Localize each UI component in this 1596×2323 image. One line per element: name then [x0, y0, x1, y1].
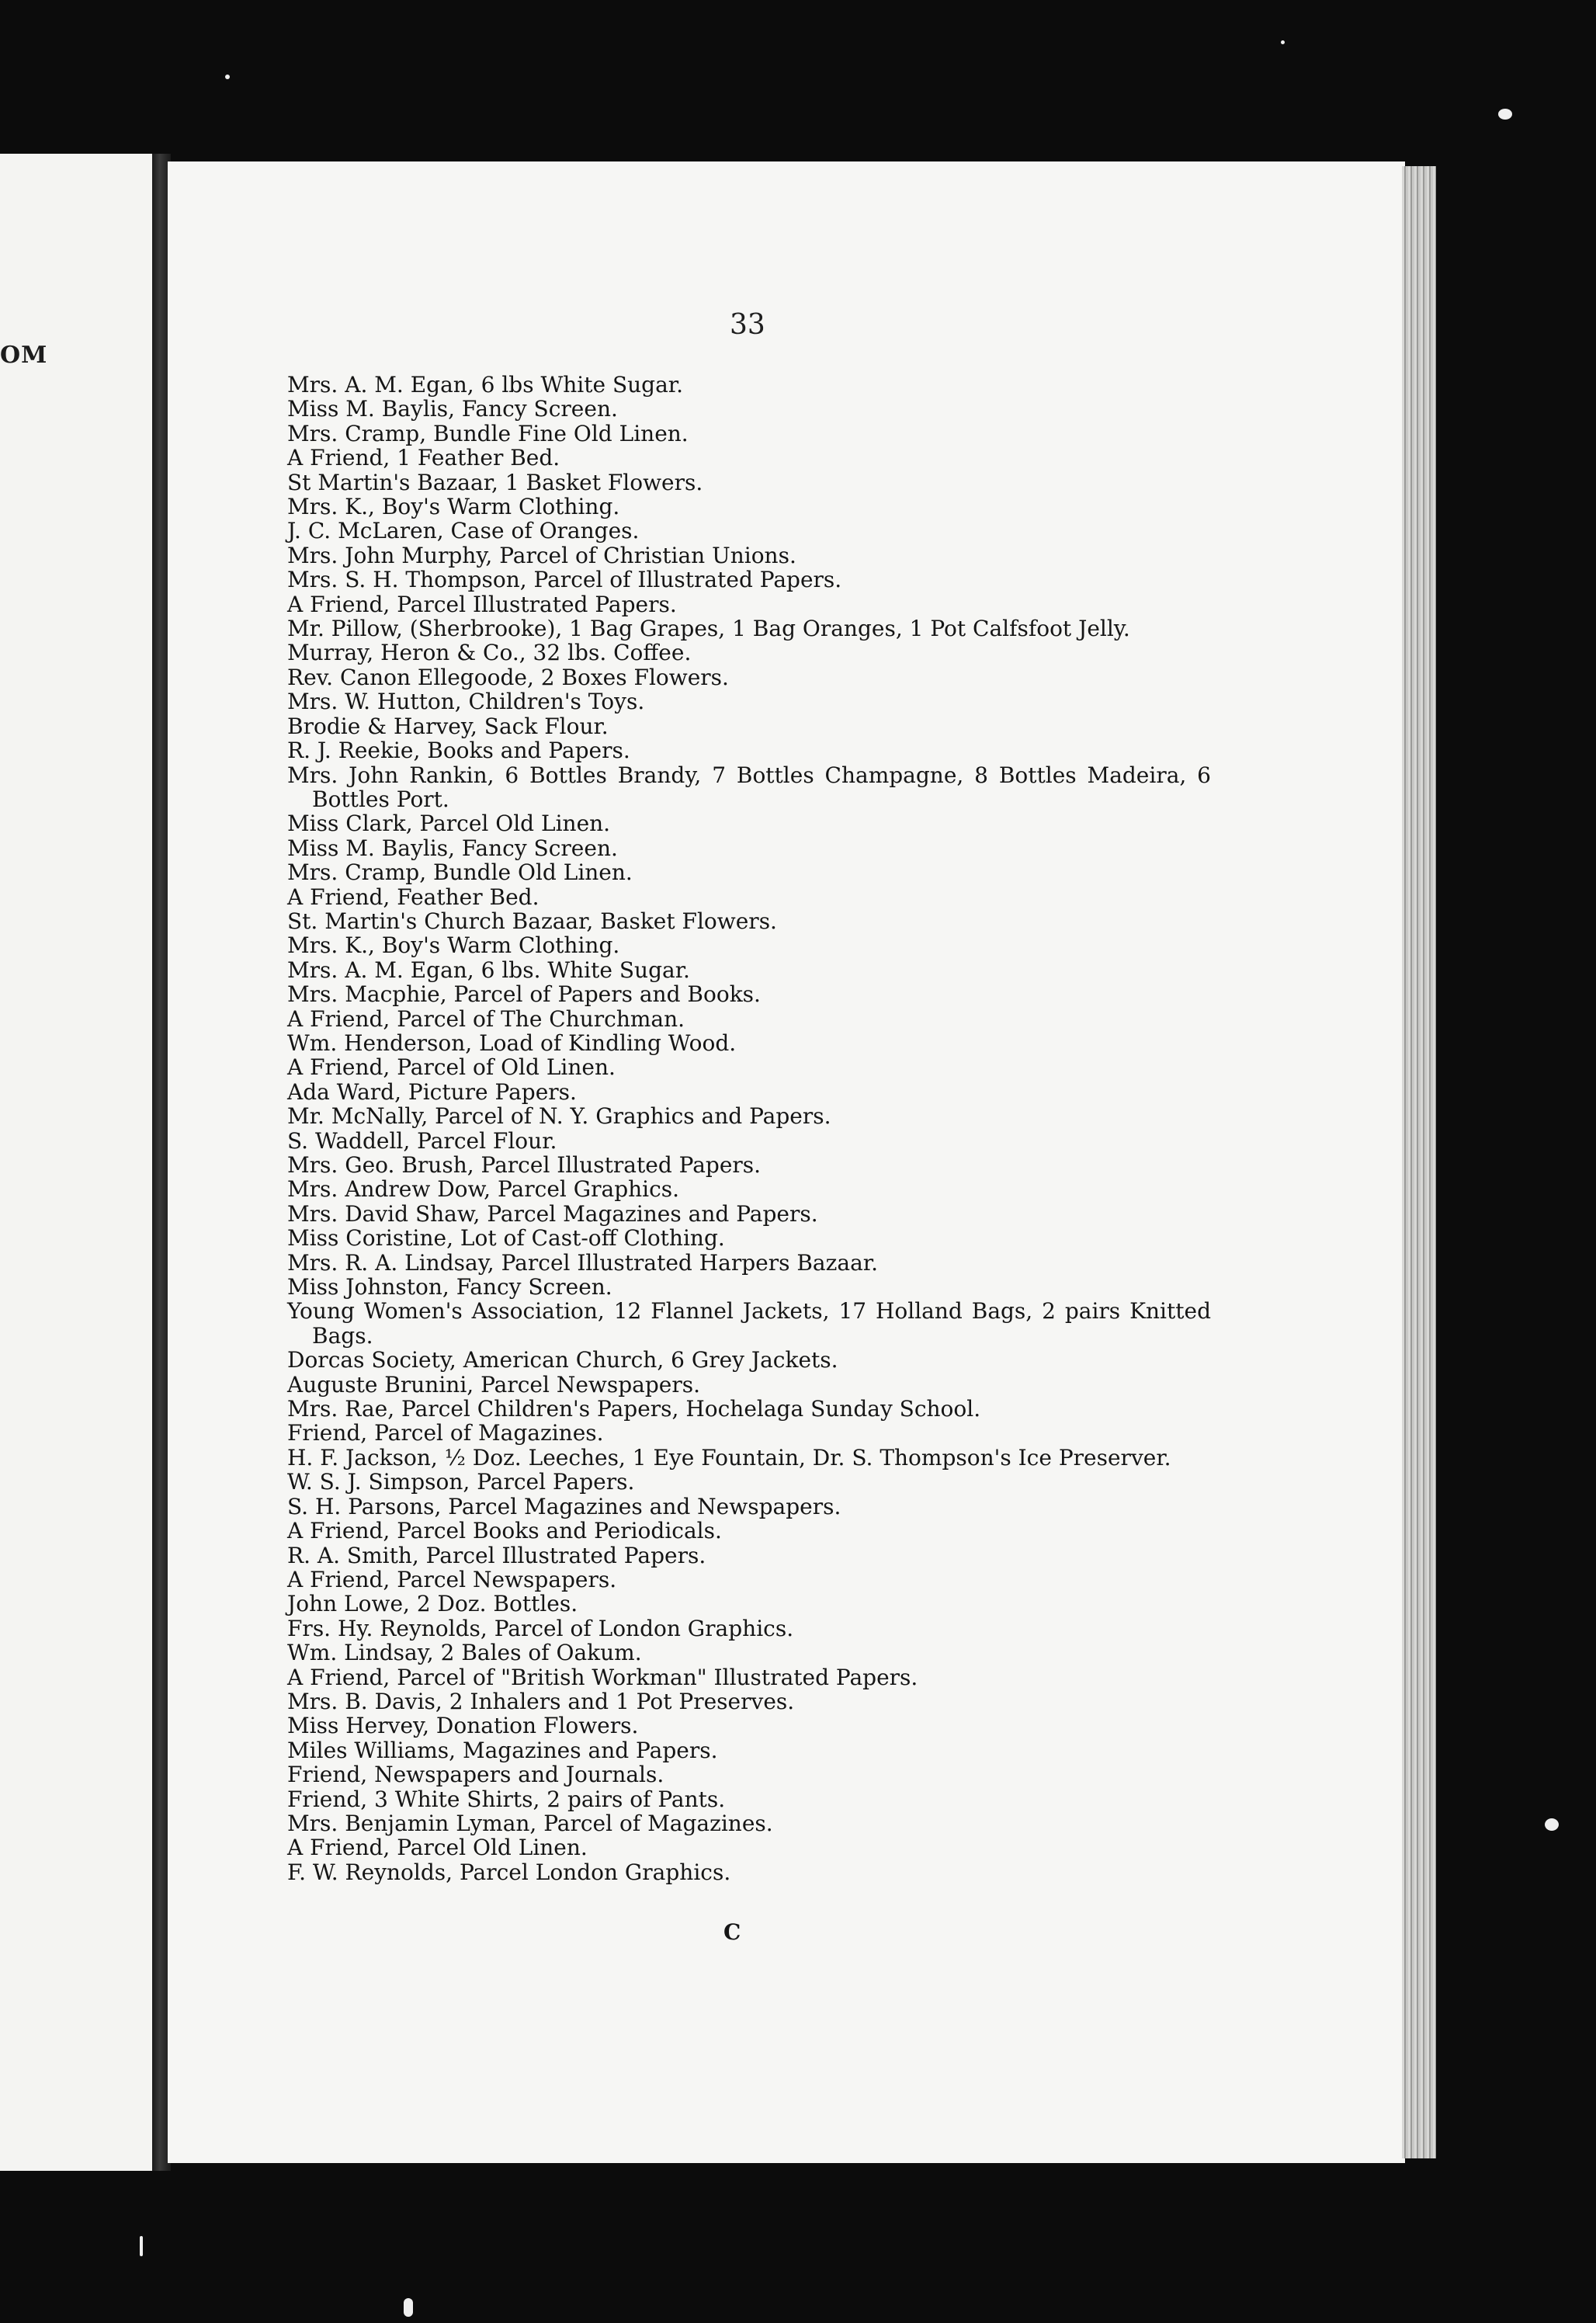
list-item: Miss M. Baylis, Fancy Screen.: [287, 835, 618, 861]
list-item: St Martin's Bazaar, 1 Basket Flowers.: [287, 469, 703, 495]
list-item: Dorcas Society, American Church, 6 Grey Jackets.: [287, 1347, 838, 1373]
list-item: Frs. Hy. Reynolds, Parcel of London Graphics.: [287, 1615, 794, 1641]
list-item: Mrs. Rae, Parcel Children's Papers, Hochelaga Sunday School.: [287, 1396, 981, 1422]
list-item: J. C. McLaren, Case of Oranges.: [287, 518, 640, 544]
left-page: [0, 154, 152, 2171]
list-item: Mrs. Andrew Dow, Parcel Graphics.: [287, 1176, 680, 1203]
list-item: Mrs. A. M. Egan, 6 lbs. White Sugar.: [287, 957, 690, 983]
list-item: Miles Williams, Magazines and Papers.: [287, 1737, 718, 1763]
list-item: Young Women's Association, 12 Flannel Jackets, 17 Holland Bags, 2 pairs Knitted Bags.: [287, 1298, 1211, 1349]
list-item: Mr. Pillow, (Sherbrooke), 1 Bag Grapes, 1 Bag Oranges, 1 Pot Calfsfoot Jelly.: [287, 616, 1130, 642]
list-item: Mrs. Cramp, Bundle Old Linen.: [287, 859, 633, 886]
list-item: Mrs. B. Davis, 2 Inhalers and 1 Pot Preserves.: [287, 1688, 795, 1714]
dust-speck: [1281, 40, 1285, 44]
list-item: W. S. J. Simpson, Parcel Papers.: [287, 1469, 635, 1495]
list-item: A Friend, Parcel of Old Linen.: [287, 1054, 616, 1081]
list-item: Miss Hervey, Donation Flowers.: [287, 1713, 639, 1739]
list-item: Mrs. R. A. Lindsay, Parcel Illustrated Harpers Bazaar.: [287, 1249, 878, 1276]
list-item: Wm. Lindsay, 2 Bales of Oakum.: [287, 1640, 642, 1666]
list-item: R. A. Smith, Parcel Illustrated Papers.: [287, 1542, 706, 1568]
list-item: A Friend, Parcel of The Churchman.: [287, 1005, 685, 1032]
list-item: Ada Ward, Picture Papers.: [287, 1078, 577, 1105]
list-item: F. W. Reynolds, Parcel London Graphics.: [287, 1859, 731, 1885]
dust-speck: [1498, 109, 1512, 120]
list-item: S. Waddell, Parcel Flour.: [287, 1127, 557, 1154]
list-item: A Friend, Parcel Newspapers.: [287, 1566, 617, 1592]
donation-list: [287, 373, 1211, 1884]
left-page-edge-text: OM: [0, 342, 48, 369]
list-item: Friend, 3 White Shirts, 2 pairs of Pants.: [287, 1786, 726, 1812]
list-item: Mrs. Cramp, Bundle Fine Old Linen.: [287, 420, 689, 446]
list-item: Auguste Brunini, Parcel Newspapers.: [287, 1371, 701, 1398]
list-item: A Friend, Parcel Old Linen.: [287, 1835, 588, 1861]
list-item: A Friend, Parcel of "British Workman" Illustrated Papers.: [287, 1664, 918, 1690]
list-item: Rev. Canon Ellegoode, 2 Boxes Flowers.: [287, 664, 729, 690]
list-item: Mrs. Macphie, Parcel of Papers and Books.: [287, 981, 761, 1008]
dust-speck: [140, 2236, 143, 2256]
list-item: Mrs. David Shaw, Parcel Magazines and Papers.: [287, 1200, 818, 1227]
list-item: A Friend, Feather Bed.: [287, 884, 540, 910]
list-item: Miss Coristine, Lot of Cast-off Clothing.: [287, 1225, 725, 1252]
list-item: Mrs. A. M. Egan, 6 lbs White Sugar.: [287, 372, 684, 398]
list-item: A Friend, 1 Feather Bed.: [287, 445, 560, 471]
list-item: Wm. Henderson, Load of Kindling Wood.: [287, 1030, 737, 1056]
dust-speck: [1545, 1818, 1559, 1831]
list-item: Murray, Heron & Co., 32 lbs. Coffee.: [287, 640, 692, 666]
list-item: Mrs. W. Hutton, Children's Toys.: [287, 689, 645, 715]
list-item: Mrs. John Murphy, Parcel of Christian Unions.: [287, 542, 796, 568]
list-item: H. F. Jackson, ½ Doz. Leeches, 1 Eye Fountain, Dr. S. Thompson's Ice Preserver.: [287, 1444, 1171, 1471]
page-number: 33: [730, 309, 765, 341]
dust-speck: [225, 75, 230, 79]
list-item: Mrs. S. H. Thompson, Parcel of Illustrated Papers.: [287, 567, 842, 593]
list-item: R. J. Reekie, Books and Papers.: [287, 738, 630, 764]
signature-mark: C: [723, 1919, 741, 1945]
list-item: Brodie & Harvey, Sack Flour.: [287, 713, 609, 739]
list-item: John Lowe, 2 Doz. Bottles.: [287, 1591, 578, 1617]
dust-speck: [404, 2298, 413, 2317]
list-item: Friend, Parcel of Magazines.: [287, 1420, 604, 1446]
list-item: Mr. McNally, Parcel of N. Y. Graphics and Papers.: [287, 1103, 831, 1130]
list-item: Miss Johnston, Fancy Screen.: [287, 1274, 612, 1300]
list-item: Mrs. K., Boy's Warm Clothing.: [287, 932, 620, 959]
list-item: Mrs. Geo. Brush, Parcel Illustrated Papers.: [287, 1152, 762, 1178]
list-item: A Friend, Parcel Illustrated Papers.: [287, 591, 677, 617]
list-item: A Friend, Parcel Books and Periodicals.: [287, 1518, 722, 1544]
list-item: S. H. Parsons, Parcel Magazines and Newspapers.: [287, 1493, 841, 1519]
list-item: Mrs. John Rankin, 6 Bottles Brandy, 7 Bottles Champagne, 8 Bottles Madeira, 6 Bottles Port.: [287, 762, 1211, 812]
list-item: Miss M. Baylis, Fancy Screen.: [287, 396, 618, 422]
page-edges: [1402, 166, 1436, 2158]
list-item: Miss Clark, Parcel Old Linen.: [287, 811, 611, 837]
list-item: St. Martin's Church Bazaar, Basket Flowers.: [287, 908, 777, 934]
list-item: Mrs. Benjamin Lyman, Parcel of Magazines.: [287, 1810, 773, 1836]
list-item: Mrs. K., Boy's Warm Clothing.: [287, 494, 620, 520]
list-item: Friend, Newspapers and Journals.: [287, 1762, 664, 1788]
